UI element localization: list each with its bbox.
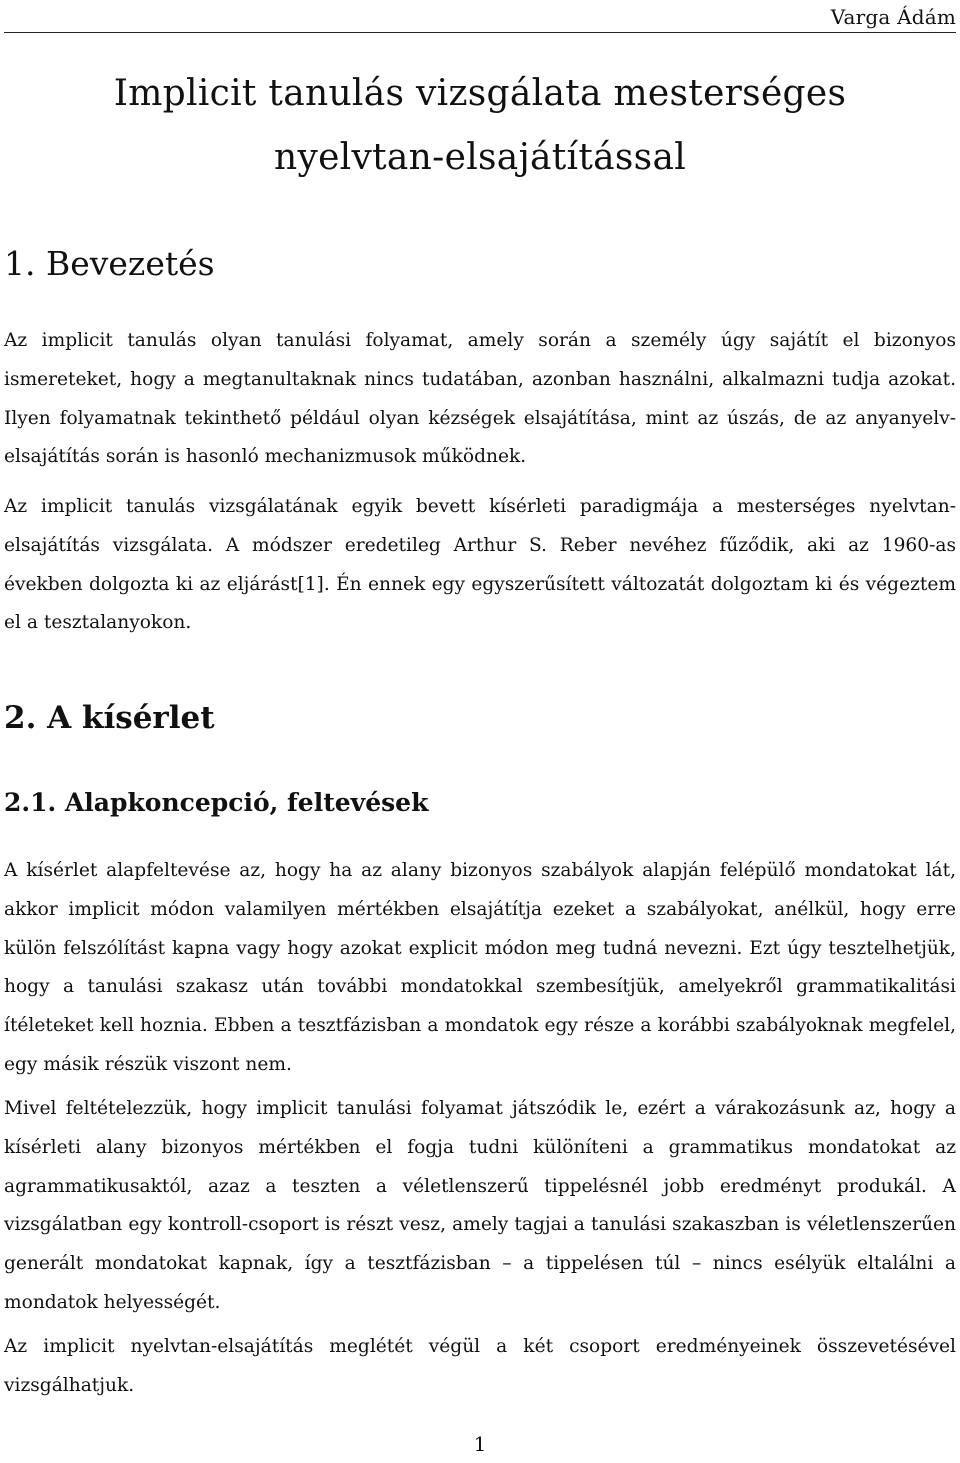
page-title [0,62,960,190]
paragraph-intro-2: Az implicit tanulás vizsgálatának egyik bevett kísérleti paradigmája a mesterséges nyelvtan-elsajátítás vizsgálata. A módszer eredetileg Arthur S. Reber nevéhez fűződik, aki az 1960-as években dolgozta ki az eljárást[1]. Én ennek egy egyszerűsített változatát dolgoztam ki és végeztem el a tesztalanyokon. [4,496,956,634]
paragraph-intro-1: Az implicit tanulás olyan tanulási folyamat, amely során a személy úgy sajátít el bizonyos ismereteket, hogy a megtanultaknak nincs tudatában, azonban használni, alkalmazni tudja azokat. Ilyen folyamatnak tekinthető például olyan kézségek elsajátítása, mint az úszás, de az anyanyelv-elsajátítás során is hasonló mechanizmusok működnek. [4,330,956,468]
title-line-1: Implicit tanulás vizsgálata mesterséges [113,73,847,114]
section-heading-intro: 1. Bevezetés [4,244,215,283]
running-head-author: Varga Ádám [830,5,956,29]
title-line-2: nyelvtan-elsajátítással [273,137,687,178]
paragraph-concept-3: Az implicit nyelvtan-elsajátítás meglétét végül a két csoport eredményeinek összevetésével vizsgálhatjuk. [4,1336,956,1396]
paragraph-concept-1: A kísérlet alapfeltevése az, hogy ha az alany bizonyos szabályok alapján felépülő mondatokat lát, akkor implicit módon valamilyen mértékben elsajátítja ezeket a szabályokat, anélkül, hogy erre külön felszólítást kapna vagy hogy azokat explicit módon meg tudná nevezni. Ezt úgy tesztelhetjük, hogy a tanulási szakasz után további mondatokkal szembesítjük, amelyekről grammatikalitási ítéleteket kell hoznia. Ebben a tesztfázisban a mondatok egy része a korábbi szabályoknak megfelel, egy másik részük viszont nem. [4,860,956,1075]
subsection-heading-concept: 2.1. Alapkoncepció, feltevések [4,788,429,817]
header-rule [4,32,956,33]
page-number: 1 [473,1432,487,1456]
section-heading-experiment: 2. A kísérlet [4,700,215,736]
paragraph-concept-2: Mivel feltételezzük, hogy implicit tanulási folyamat játszódik le, ezért a várakozásunk az, hogy a kísérleti alany bizonyos mértékben el fogja tudni különíteni a grammatikus mondatokat az agrammatikusaktól, azaz a teszten a véletlenszerű tippelésnél jobb eredményt produkál. A vizsgálatban egy kontroll-csoport is részt vesz, amely tagjai a tanulási szakaszban is véletlenszerűen generált mondatokat kapnak, így a tesztfázisban – a tippelésen túl – nincs esélyük eltalálni a mondatok helyességét. [4,1098,956,1313]
